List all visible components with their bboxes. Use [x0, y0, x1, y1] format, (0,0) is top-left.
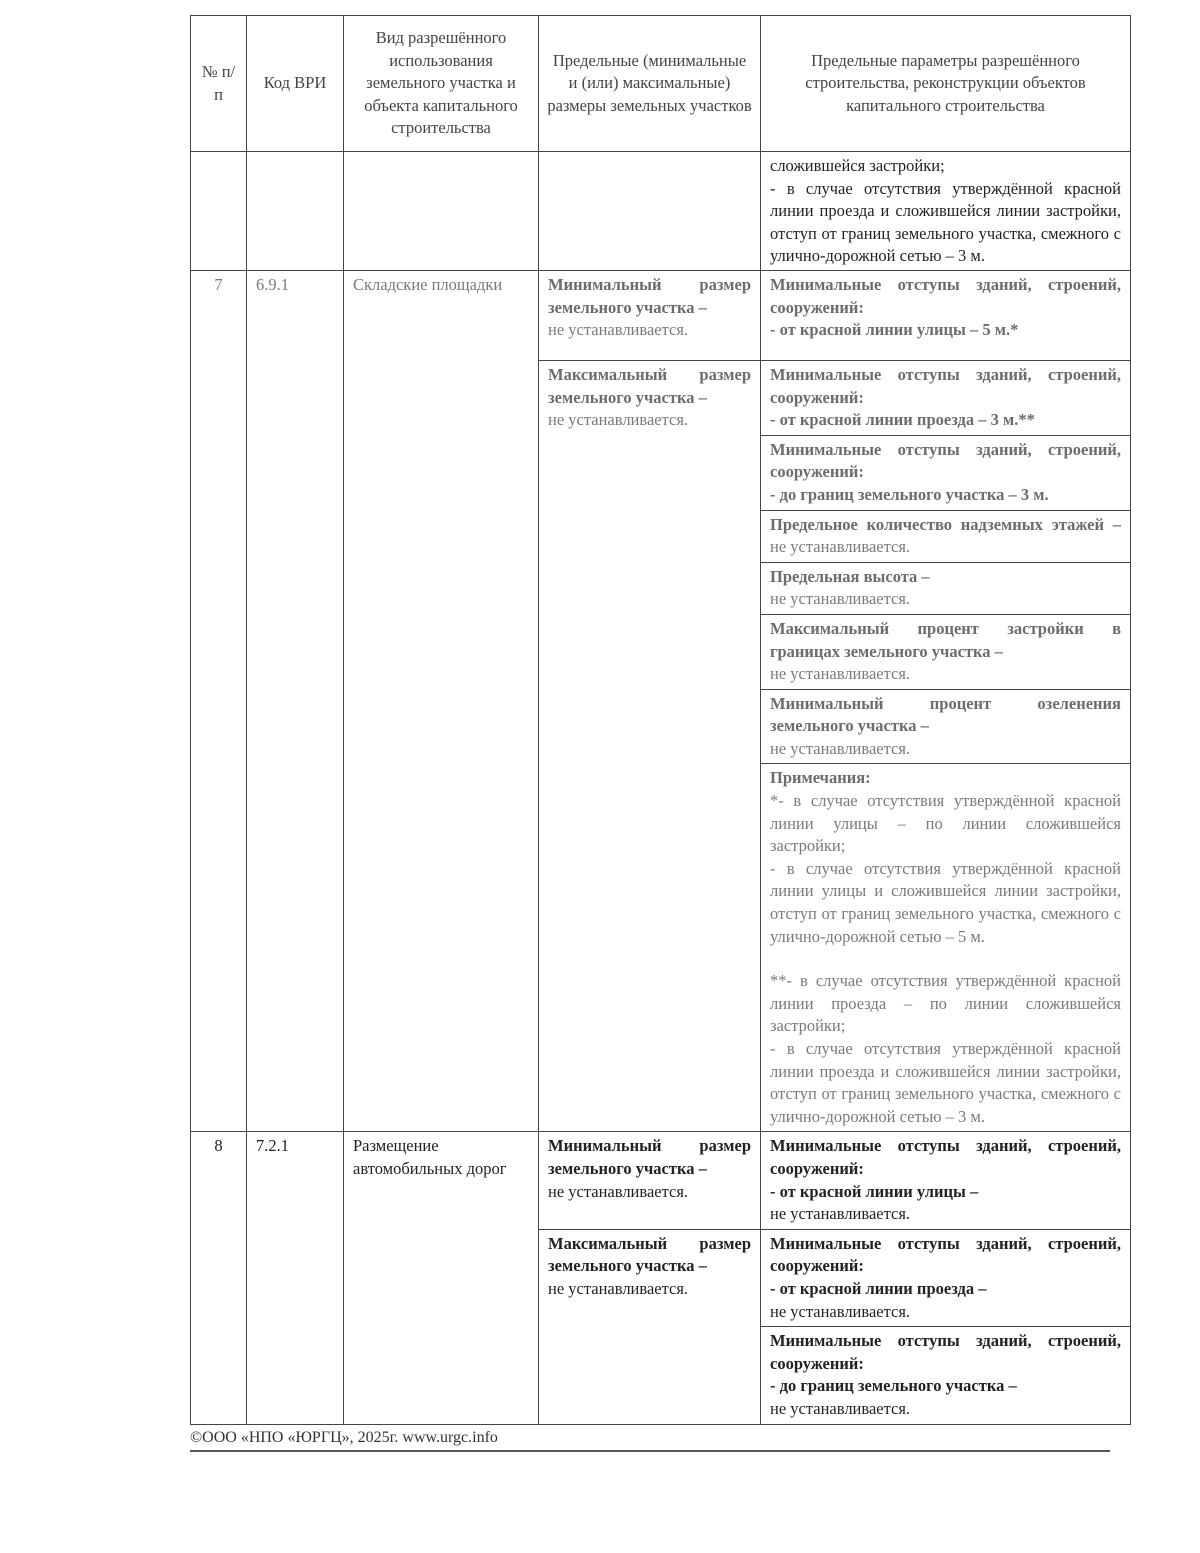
table-row-8: [191, 1132, 1131, 1229]
param-greening-percent: Минимальный процент озеленения земельного участка – не устанавливается.: [761, 689, 1131, 764]
param-setback-street: Минимальные отступы зданий, строений, сооружений: - от красной линии улицы – не устанавливается.: [761, 1132, 1131, 1229]
continuation-row: [191, 152, 1131, 271]
row-use-name: Размещение автомобильных дорог: [344, 1132, 539, 1424]
param-floors: Предельное количество надземных этажей – не устанавливается.: [761, 510, 1131, 562]
param-setback-boundary: Минимальные отступы зданий, строений, сооружений: - до границ земельного участка – не устанавливается.: [761, 1327, 1131, 1424]
row-code: 6.9.1: [247, 270, 344, 1131]
header-code: Код ВРИ: [247, 16, 344, 152]
zoning-parameters-table: [190, 15, 1131, 1425]
footer-copyright: ©ООО «НПО «ЮРГЦ», 2025г. www.urgc.info: [190, 1429, 498, 1446]
param-build-percent: Максимальный процент застройки в границах земельного участка – не устанавливается.: [761, 614, 1131, 689]
header-build-params: Предельные параметры разрешённого строительства, реконструкции объектов капитального строительства: [761, 16, 1131, 152]
notes-cell: Примечания: *- в случае отсутствия утверждённой красной линии улицы – по линии сложившейся застройки; - в случае отсутствия утверждённой красной линии улицы и сложившейся линии застройки, отступ от границ земельного участка, смежного с улично-дорожной сетью – 5 м. **- в случае отсутствия утверждённой красной линии проезда – по линии сложившейся застройки; - в случае отсутствия утверждённой красной линии проезда и сложившейся линии застройки, отступ от границ земельного участка, смежного с улично-дорожной сетью – 3 м.: [761, 764, 1131, 1132]
header-use-type: Вид разрешённого использования земельного участка и объекта капитального строительства: [344, 16, 539, 152]
param-height: Предельная высота – не устанавливается.: [761, 562, 1131, 614]
row-number: 7: [191, 270, 247, 1131]
max-plot-size: Максимальный размер земельного участка – не устанавливается.: [539, 360, 761, 1131]
header-number: № п/п: [191, 16, 247, 152]
page-footer: [190, 1428, 1110, 1452]
continuation-cell: сложившейся застройки; - в случае отсутствия утверждённой красной линии проезда и сложившейся линии застройки, отступ от границ земельного участка, смежного с улично-дорожной сетью – 3 м.: [761, 152, 1131, 271]
row-use-name: Складские площадки: [344, 270, 539, 1131]
max-plot-size: Максимальный размер земельного участка – не устанавливается.: [539, 1229, 761, 1424]
param-setback-street: Минимальные отступы зданий, строений, сооружений: - от красной линии улицы – 5 м.*: [761, 270, 1131, 360]
row-number: 8: [191, 1132, 247, 1424]
param-setback-driveway: Минимальные отступы зданий, строений, сооружений: - от красной линии проезда – 3 м.**: [761, 360, 1131, 435]
row-code: 7.2.1: [247, 1132, 344, 1424]
param-setback-driveway: Минимальные отступы зданий, строений, сооружений: - от красной линии проезда – не устанавливается.: [761, 1229, 1131, 1326]
table-row-7: [191, 270, 1131, 360]
min-plot-size: Минимальный размер земельного участка – не устанавливается.: [539, 1132, 761, 1229]
min-plot-size: Минимальный размер земельного участка – не устанавливается.: [539, 270, 761, 360]
header-plot-size: Предельные (минимальные и (или) максимальные) размеры земельных участков: [539, 16, 761, 152]
param-setback-boundary: Минимальные отступы зданий, строений, сооружений: - до границ земельного участка – 3 м.: [761, 435, 1131, 510]
table-header-row: [191, 16, 1131, 152]
